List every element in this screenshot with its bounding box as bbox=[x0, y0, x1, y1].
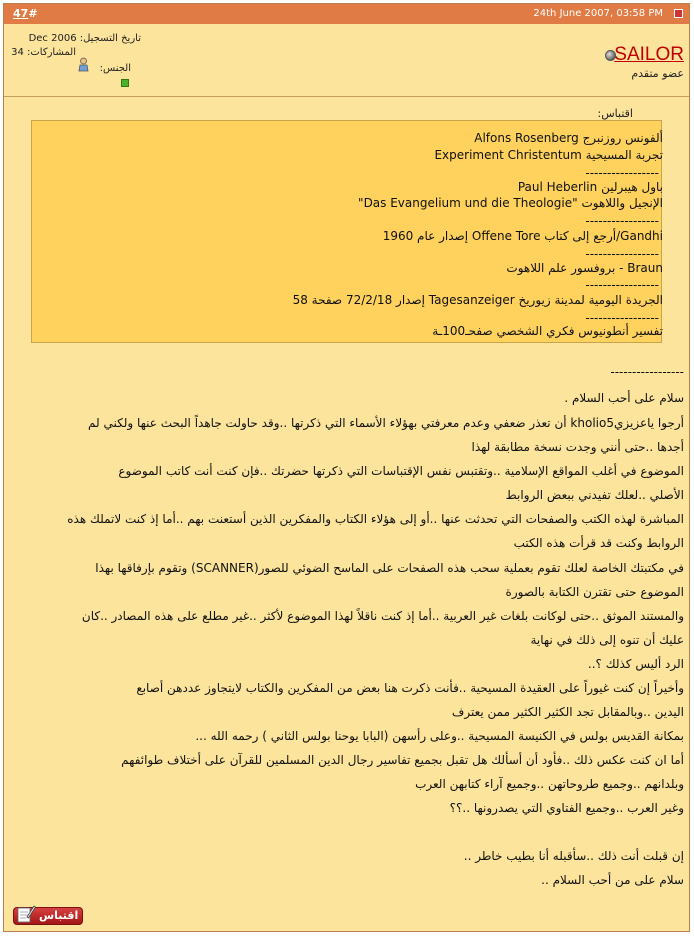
quote-line: الجريدة اليومية لمدينة زيوريخ Tagesanzeiger إصدار 72/2/18 صفحة 58 bbox=[292, 293, 663, 307]
post-count: المشاركات: 34 bbox=[11, 47, 76, 58]
quote-label: اقتباس: bbox=[597, 107, 633, 120]
body-line: الرد أليس كذلك ؟.. bbox=[587, 657, 684, 671]
gender-label: الجنس: bbox=[99, 63, 131, 74]
body-line: اليدين ..وبالمقابل تجد الكثير الكثير ممن يعترف bbox=[451, 705, 684, 719]
body-line: سلام على من أحب السلام .. bbox=[541, 873, 684, 887]
male-gender-icon bbox=[77, 57, 90, 72]
post-number bbox=[13, 7, 38, 20]
username-link[interactable]: SAILOR bbox=[614, 44, 684, 65]
post-header bbox=[4, 4, 689, 24]
status-indicator bbox=[121, 79, 129, 87]
post-number-link[interactable]: 47 bbox=[13, 7, 29, 20]
user-rank: عضو متقدم bbox=[631, 67, 684, 80]
user-info-bar bbox=[4, 24, 689, 97]
body-line: الروابط وكنت قد قرأت هذه الكتب bbox=[513, 536, 684, 550]
body-line: بمكانة القديس بولس في الكنيسة المسيحية ..وعلى رأسهن (البابا يوحنا بولس الثاني ) رحمه الله ... bbox=[195, 729, 684, 743]
body-line: وأخيراً إن كنت غيوراً على العقيدة المسيحية ..فأنت ذكرت هنا بعض من المفكرين والكتاب لايتجاوز عددهن أصابع bbox=[136, 681, 684, 695]
quote-line: ----------------- bbox=[585, 311, 659, 325]
body-line: إن قبلت أنت ذلك ..سأقبله أنا بطيب خاطر .. bbox=[463, 849, 684, 863]
quote-button[interactable] bbox=[13, 905, 83, 925]
quote-line: الإنجيل واللاهوت "Das Evangelium und die Theologie" bbox=[358, 196, 663, 210]
body-line: أما ان كنت عكس ذلك ..فأود أن أسألك هل تقبل بجميع تفاسير رجال الدين المسلمين للقرآن على أختلاف طوائفهم bbox=[121, 753, 684, 767]
body-line: وبلدانهم ..وجميع طروحاتهن ..وجميع آراء كتابهن العرب bbox=[415, 777, 684, 791]
quote-icon bbox=[16, 905, 36, 923]
body-line: والمستند الموثق ..حتى لوكانت بلغات غير العربية ..أما إذ كنت ناقلاً لهذا الموضوع لأكثر ..غير مطلع على هذه المصادر ..كان bbox=[81, 609, 684, 623]
join-date: تاريخ التسجيل: Dec 2006 bbox=[28, 33, 141, 44]
post-date: 24th June 2007, 03:58 PM bbox=[533, 8, 663, 19]
quote-line: ألفونس روزنبرج Alfons Rosenberg bbox=[474, 131, 663, 145]
quote-line: باول هيبرلين Paul Heberlin bbox=[517, 180, 663, 194]
quote-block bbox=[31, 120, 662, 343]
post-icon bbox=[674, 9, 683, 18]
body-line: أرجوا ياعزيزيkholio5 أن تعذر ضعفي وعدم معرفتي بهؤلاء الأسماء التي ذكرتها ..وقد حاولت جاهداً البحث عنها ولكني لم bbox=[87, 416, 684, 430]
post-number-hash: # bbox=[28, 7, 38, 20]
body-line: وغير العرب ..وجميع الفتاوي التي يصدرونها ..؟؟ bbox=[449, 801, 684, 815]
quote-line: ----------------- bbox=[585, 247, 659, 261]
body-line: أجدها ..حتى أنني وجدت نسخة مطابقة لهذا bbox=[471, 440, 684, 454]
quote-button-label: اقتباس bbox=[39, 909, 79, 922]
body-line: في مكتبتك الخاصة لعلك تقوم بعملية سحب هذه الصفحات على الماسح الضوئي للصور(SCANNER) وتقوم بإرفاقها بهذا bbox=[95, 561, 684, 575]
quote-line: تجربة المسيحية Experiment Christentum bbox=[434, 148, 663, 162]
post-container bbox=[3, 3, 690, 932]
body-line: الأصلي ..لعلك تفيدني ببعض الروابط bbox=[505, 488, 684, 502]
quote-line: ----------------- bbox=[585, 278, 659, 292]
body-line: المباشرة لهذه الكتب والصفحات التي تحدثت عنها ..أو إلى هؤلاء الكتاب والمفكرين الذين أستعنت بهم ..أما إذ كنت لاتملك هذه bbox=[67, 512, 684, 526]
body-line: عليك أن تنوه إلى ذلك في نهاية bbox=[530, 633, 684, 647]
body-line: ----------------- bbox=[610, 365, 684, 379]
quote-line: Gandhi/أرجع إلى كتاب Offene Tore إصدار عام 1960 bbox=[382, 229, 663, 243]
quote-line: ----------------- bbox=[585, 166, 659, 180]
quote-line: Braun - بروفسور علم اللاهوت bbox=[506, 261, 663, 275]
body-line: الموضوع في أغلب المواقع الإسلامية ..وتقتبس نفس الإقتباسات التي ذكرتها حضرتك ..فإن كنت أنت كاتب الموضوع bbox=[118, 464, 684, 478]
body-line: الموضوع حتى تقترن الكتابة بالصورة bbox=[505, 585, 684, 599]
quote-line: تفسير أنطونيوس فكري الشخصي صفحـ100ـة bbox=[432, 324, 663, 338]
quote-line: ----------------- bbox=[585, 214, 659, 228]
body-line: سلام على أحب السلام . bbox=[564, 391, 684, 405]
